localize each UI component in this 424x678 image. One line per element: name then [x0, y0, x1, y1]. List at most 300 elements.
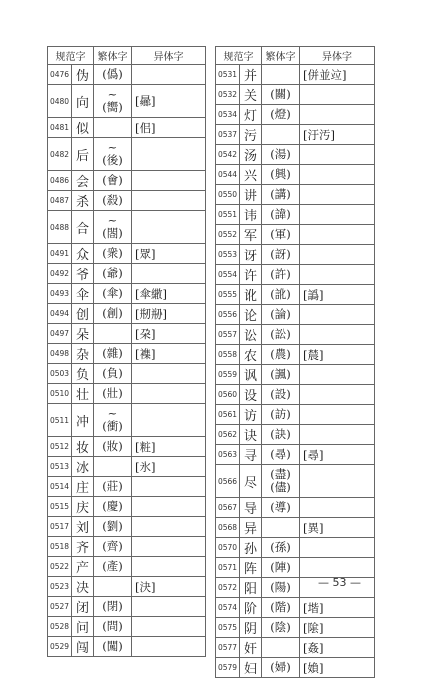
- variant-character: [132, 264, 206, 284]
- table-row: [216, 65, 375, 85]
- table-row: [48, 138, 206, 171]
- variant-character: [132, 497, 206, 517]
- variant-character: [傘繖]: [132, 284, 206, 304]
- entry-number: 0554: [216, 265, 240, 285]
- traditional-character: [262, 125, 300, 145]
- table-row: [216, 145, 375, 165]
- table-row: [48, 637, 206, 657]
- table-row: [48, 557, 206, 577]
- page-number: — 53 —: [318, 576, 361, 589]
- traditional-character: [262, 558, 300, 578]
- table-row: [48, 284, 206, 304]
- traditional-character: [94, 171, 132, 191]
- table-row: [216, 325, 375, 345]
- standard-character: 冰: [72, 457, 94, 477]
- variant-character: [132, 211, 206, 244]
- table-row: [216, 518, 375, 538]
- traditional-character: [94, 437, 132, 457]
- standard-character: 齐: [72, 537, 94, 557]
- traditional-character: [94, 211, 132, 244]
- traditional-form: (訪): [270, 407, 291, 421]
- table-row: [216, 205, 375, 225]
- traditional-form: (衝): [102, 419, 123, 433]
- entry-number: 0512: [48, 437, 72, 457]
- traditional-form: (許): [270, 267, 291, 281]
- header-traditional: 繁体字: [94, 47, 132, 65]
- entry-number: 0511: [48, 404, 72, 437]
- standard-character: 诀: [240, 425, 262, 445]
- traditional-form: (會): [102, 173, 123, 187]
- entry-number: 0510: [48, 384, 72, 404]
- table-row: [216, 598, 375, 618]
- standard-character: 并: [240, 65, 262, 85]
- variant-character: [132, 364, 206, 384]
- traditional-character: [262, 325, 300, 345]
- standard-character: 讲: [240, 185, 262, 205]
- variant-character: [132, 637, 206, 657]
- entry-number: 0575: [216, 618, 240, 638]
- variant-character: [132, 65, 206, 85]
- variant-character: [決]: [132, 577, 206, 597]
- variant-character: [300, 538, 375, 558]
- traditional-form: (問): [102, 619, 123, 633]
- variant-character: [132, 477, 206, 497]
- traditional-form: (殺): [102, 193, 123, 207]
- traditional-form: (軍): [270, 227, 291, 241]
- traditional-form: (設): [270, 387, 291, 401]
- header-standard: 规范字: [216, 47, 262, 65]
- standard-character: 讹: [240, 285, 262, 305]
- traditional-character: [262, 618, 300, 638]
- traditional-character: [262, 305, 300, 325]
- table-row: [216, 305, 375, 325]
- variant-character: [佀]: [132, 118, 206, 138]
- traditional-form: (慶): [102, 499, 123, 513]
- standard-character: 冲: [72, 404, 94, 437]
- traditional-form: (產): [102, 559, 123, 573]
- standard-character: 问: [72, 617, 94, 637]
- table-row: [216, 105, 375, 125]
- standard-character: 会: [72, 171, 94, 191]
- header-variant: 异体字: [132, 47, 206, 65]
- traditional-form: (陰): [270, 620, 291, 634]
- traditional-character: [262, 445, 300, 465]
- traditional-form: (負): [102, 366, 123, 380]
- standard-character: 后: [72, 138, 94, 171]
- traditional-character: [262, 225, 300, 245]
- variant-character: [300, 85, 375, 105]
- entry-number: 0532: [216, 85, 240, 105]
- entry-number: 0527: [48, 597, 72, 617]
- traditional-form: (湯): [270, 147, 291, 161]
- entry-number: 0568: [216, 518, 240, 538]
- variant-character: [300, 305, 375, 325]
- variant-character: [辳]: [300, 345, 375, 365]
- traditional-character: [262, 598, 300, 618]
- entry-number: 0493: [48, 284, 72, 304]
- table-row: [48, 437, 206, 457]
- entry-number: 0529: [48, 637, 72, 657]
- entry-number: 0570: [216, 538, 240, 558]
- entry-number: 0486: [48, 171, 72, 191]
- traditional-form: ~: [107, 406, 118, 420]
- traditional-form: ~: [107, 140, 118, 154]
- table-row: [48, 211, 206, 244]
- character-table-left: [47, 46, 206, 657]
- entry-number: 0531: [216, 65, 240, 85]
- table-row: [216, 538, 375, 558]
- table-row: [216, 445, 375, 465]
- variant-character: [300, 105, 375, 125]
- table-row: [216, 365, 375, 385]
- header-standard: 规范字: [48, 47, 94, 65]
- standard-character: 闭: [72, 597, 94, 617]
- table-row: [48, 264, 206, 284]
- traditional-character: [94, 537, 132, 557]
- standard-character: 孙: [240, 538, 262, 558]
- entry-number: 0497: [48, 324, 72, 344]
- standard-character: 讶: [240, 245, 262, 265]
- traditional-character: [262, 638, 300, 658]
- standard-character: 负: [72, 364, 94, 384]
- entry-number: 0571: [216, 558, 240, 578]
- standard-character: 合: [72, 211, 94, 244]
- traditional-character: [262, 578, 300, 598]
- traditional-character: [94, 85, 132, 118]
- variant-character: [姦]: [300, 638, 375, 658]
- entry-number: 0577: [216, 638, 240, 658]
- variant-character: [300, 225, 375, 245]
- traditional-character: [262, 345, 300, 365]
- traditional-character: [94, 138, 132, 171]
- table-row: [216, 245, 375, 265]
- traditional-form: ~: [107, 213, 118, 227]
- variant-character: [300, 325, 375, 345]
- traditional-character: [262, 205, 300, 225]
- traditional-form: (諷): [270, 367, 291, 381]
- traditional-character: [94, 517, 132, 537]
- entry-number: 0482: [48, 138, 72, 171]
- traditional-character: [94, 264, 132, 284]
- table-row: [48, 118, 206, 138]
- table-row: [216, 85, 375, 105]
- variant-character: [300, 365, 375, 385]
- traditional-character: [262, 365, 300, 385]
- variant-character: [132, 138, 206, 171]
- entry-number: 0574: [216, 598, 240, 618]
- traditional-character: [262, 465, 300, 498]
- standard-character: 创: [72, 304, 94, 324]
- standard-character: 讳: [240, 205, 262, 225]
- traditional-form: (盡): [270, 467, 291, 481]
- variant-character: [曏]: [132, 85, 206, 118]
- variant-character: [300, 425, 375, 445]
- table-row: [48, 384, 206, 404]
- variant-character: [300, 465, 375, 498]
- traditional-form: (衆): [102, 246, 123, 260]
- standard-character: 刘: [72, 517, 94, 537]
- entry-number: 0514: [48, 477, 72, 497]
- entry-number: 0551: [216, 205, 240, 225]
- standard-character: 众: [72, 244, 94, 264]
- entry-number: 0491: [48, 244, 72, 264]
- table-row: [48, 457, 206, 477]
- traditional-form: (興): [270, 167, 291, 181]
- traditional-form: (孫): [270, 540, 291, 554]
- table-row: [216, 658, 375, 678]
- table-row: [216, 558, 375, 578]
- entry-number: 0528: [48, 617, 72, 637]
- standard-character: 奸: [240, 638, 262, 658]
- entry-number: 0481: [48, 118, 72, 138]
- variant-character: [132, 191, 206, 211]
- traditional-character: [94, 304, 132, 324]
- variant-character: [剏剙]: [132, 304, 206, 324]
- traditional-form: (妝): [102, 439, 123, 453]
- variant-character: [隂]: [300, 618, 375, 638]
- traditional-form: (導): [270, 500, 291, 514]
- variant-character: [併並竝]: [300, 65, 375, 85]
- table-row: [216, 125, 375, 145]
- traditional-character: [262, 165, 300, 185]
- traditional-form: (訟): [270, 327, 291, 341]
- traditional-character: [262, 658, 300, 678]
- variant-character: [媍]: [300, 658, 375, 678]
- variant-character: [譌]: [300, 285, 375, 305]
- table-row: [216, 498, 375, 518]
- entry-number: 0563: [216, 445, 240, 465]
- entry-number: 0487: [48, 191, 72, 211]
- entry-number: 0555: [216, 285, 240, 305]
- entry-number: 0559: [216, 365, 240, 385]
- variant-character: [尋]: [300, 445, 375, 465]
- table-row: [48, 244, 206, 264]
- table-row: [216, 185, 375, 205]
- variant-character: [氷]: [132, 457, 206, 477]
- table-row: [48, 85, 206, 118]
- entry-number: 0492: [48, 264, 72, 284]
- entry-number: 0534: [216, 105, 240, 125]
- traditional-form: (諱): [270, 207, 291, 221]
- traditional-character: [94, 477, 132, 497]
- table-row: [216, 465, 375, 498]
- traditional-character: [262, 385, 300, 405]
- table-row: [216, 618, 375, 638]
- traditional-character: [262, 145, 300, 165]
- table-row: [48, 537, 206, 557]
- traditional-form: (僞): [102, 67, 123, 81]
- table-row: [48, 617, 206, 637]
- entry-number: 0558: [216, 345, 240, 365]
- traditional-form: (關): [270, 87, 291, 101]
- entry-number: 0476: [48, 65, 72, 85]
- traditional-form: (論): [270, 307, 291, 321]
- table-row: [48, 477, 206, 497]
- entry-number: 0523: [48, 577, 72, 597]
- traditional-form: (陣): [270, 560, 291, 574]
- traditional-character: [94, 497, 132, 517]
- traditional-form: (閉): [102, 599, 123, 613]
- traditional-character: [262, 85, 300, 105]
- table-row: [48, 171, 206, 191]
- table-row: [48, 65, 206, 85]
- traditional-form: (創): [102, 306, 123, 320]
- traditional-form: (訝): [270, 247, 291, 261]
- standard-character: 异: [240, 518, 262, 538]
- standard-character: 军: [240, 225, 262, 245]
- standard-character: 阵: [240, 558, 262, 578]
- standard-character: 设: [240, 385, 262, 405]
- standard-character: 杂: [72, 344, 94, 364]
- table-row: [216, 425, 375, 445]
- entry-number: 0550: [216, 185, 240, 205]
- entry-number: 0518: [48, 537, 72, 557]
- standard-character: 阴: [240, 618, 262, 638]
- table-row: [216, 405, 375, 425]
- traditional-character: [94, 404, 132, 437]
- variant-character: [300, 385, 375, 405]
- traditional-character: [262, 425, 300, 445]
- variant-character: [汙汚]: [300, 125, 375, 145]
- standard-character: 汤: [240, 145, 262, 165]
- traditional-form: ~: [107, 87, 118, 101]
- standard-character: 污: [240, 125, 262, 145]
- entry-number: 0522: [48, 557, 72, 577]
- entry-number: 0494: [48, 304, 72, 324]
- variant-character: [300, 145, 375, 165]
- traditional-character: [262, 538, 300, 558]
- traditional-character: [94, 118, 132, 138]
- traditional-character: [262, 185, 300, 205]
- traditional-form: (爺): [102, 266, 123, 280]
- variant-character: [132, 537, 206, 557]
- traditional-form: (莊): [102, 479, 123, 493]
- table-row: [48, 497, 206, 517]
- variant-character: [300, 185, 375, 205]
- variant-character: [眾]: [132, 244, 206, 264]
- traditional-character: [262, 65, 300, 85]
- variant-character: [132, 617, 206, 637]
- traditional-form: (儘): [270, 480, 291, 494]
- traditional-form: (訛): [270, 287, 291, 301]
- entry-number: 0560: [216, 385, 240, 405]
- table-row: [48, 344, 206, 364]
- standard-character: 决: [72, 577, 94, 597]
- standard-character: 许: [240, 265, 262, 285]
- table-row: [216, 385, 375, 405]
- entry-number: 0503: [48, 364, 72, 384]
- standard-character: 尽: [240, 465, 262, 498]
- traditional-character: [262, 518, 300, 538]
- traditional-character: [94, 637, 132, 657]
- entry-number: 0480: [48, 85, 72, 118]
- traditional-character: [262, 245, 300, 265]
- variant-character: [朶]: [132, 324, 206, 344]
- traditional-character: [94, 244, 132, 264]
- traditional-form: (壯): [102, 386, 123, 400]
- variant-character: [300, 205, 375, 225]
- entry-number: 0552: [216, 225, 240, 245]
- traditional-character: [94, 457, 132, 477]
- standard-character: 庆: [72, 497, 94, 517]
- entry-number: 0513: [48, 457, 72, 477]
- table-row: [216, 165, 375, 185]
- table-row: [48, 304, 206, 324]
- standard-character: 伞: [72, 284, 94, 304]
- entry-number: 0562: [216, 425, 240, 445]
- standard-character: 寻: [240, 445, 262, 465]
- standard-character: 妆: [72, 437, 94, 457]
- traditional-form: (訣): [270, 427, 291, 441]
- table-row: [48, 324, 206, 344]
- traditional-character: [262, 285, 300, 305]
- traditional-form: (尋): [270, 447, 291, 461]
- standard-character: 伪: [72, 65, 94, 85]
- entry-number: 0556: [216, 305, 240, 325]
- traditional-character: [94, 191, 132, 211]
- traditional-character: [94, 65, 132, 85]
- variant-character: [粧]: [132, 437, 206, 457]
- entry-number: 0537: [216, 125, 240, 145]
- standard-character: 爷: [72, 264, 94, 284]
- traditional-character: [94, 577, 132, 597]
- standard-character: 关: [240, 85, 262, 105]
- standard-character: 似: [72, 118, 94, 138]
- table-row: [216, 638, 375, 658]
- standard-character: 灯: [240, 105, 262, 125]
- table-body-left: [48, 65, 206, 657]
- standard-character: 妇: [240, 658, 262, 678]
- table-row: [48, 404, 206, 437]
- standard-character: 阳: [240, 578, 262, 598]
- variant-character: [132, 557, 206, 577]
- variant-character: [襍]: [132, 344, 206, 364]
- standard-character: 论: [240, 305, 262, 325]
- traditional-form: (後): [102, 153, 123, 167]
- traditional-character: [94, 324, 132, 344]
- variant-character: [300, 558, 375, 578]
- variant-character: [132, 171, 206, 191]
- standard-character: 闯: [72, 637, 94, 657]
- standard-character: 庄: [72, 477, 94, 497]
- entry-number: 0579: [216, 658, 240, 678]
- traditional-character: [94, 364, 132, 384]
- variant-character: [300, 498, 375, 518]
- traditional-character: [262, 105, 300, 125]
- traditional-character: [262, 265, 300, 285]
- variant-character: [異]: [300, 518, 375, 538]
- entry-number: 0566: [216, 465, 240, 498]
- table-row: [216, 265, 375, 285]
- entry-number: 0517: [48, 517, 72, 537]
- entry-number: 0542: [216, 145, 240, 165]
- traditional-character: [94, 617, 132, 637]
- standard-character: 杀: [72, 191, 94, 211]
- traditional-form: (燈): [270, 107, 291, 121]
- traditional-form: (閤): [102, 226, 123, 240]
- variant-character: [300, 405, 375, 425]
- standard-character: 农: [240, 345, 262, 365]
- traditional-form: (婦): [270, 660, 291, 674]
- header-traditional: 繁体字: [262, 47, 300, 65]
- entry-number: 0498: [48, 344, 72, 364]
- entry-number: 0572: [216, 578, 240, 598]
- variant-character: [300, 245, 375, 265]
- traditional-form: (階): [270, 600, 291, 614]
- entry-number: 0557: [216, 325, 240, 345]
- standard-character: 讼: [240, 325, 262, 345]
- table-row: [48, 191, 206, 211]
